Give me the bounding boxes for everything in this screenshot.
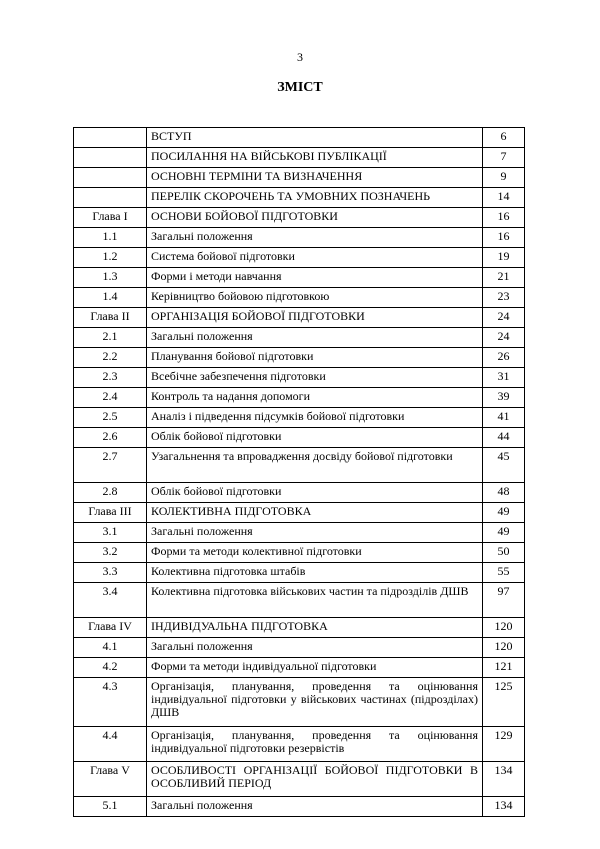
toc-title: Форми і методи навчання bbox=[147, 268, 483, 288]
toc-page: 55 bbox=[483, 563, 525, 583]
toc-title: КОЛЕКТИВНА ПІДГОТОВКА bbox=[147, 503, 483, 523]
toc-title: Загальні положення bbox=[147, 228, 483, 248]
toc-row bbox=[74, 428, 525, 448]
toc-number: Глава II bbox=[74, 308, 147, 328]
toc-row bbox=[74, 328, 525, 348]
toc-page: 23 bbox=[483, 288, 525, 308]
toc-title: Організація, планування, проведення та оцінювання індивідуальної підготовки у військових частинах (підрозділах) ДШВ bbox=[147, 678, 483, 727]
toc-title: Керівництво бойовою підготовкою bbox=[147, 288, 483, 308]
toc-row bbox=[74, 503, 525, 523]
toc-page: 44 bbox=[483, 428, 525, 448]
toc-row bbox=[74, 268, 525, 288]
toc-page: 31 bbox=[483, 368, 525, 388]
toc-title: ОРГАНІЗАЦІЯ БОЙОВОЇ ПІДГОТОВКИ bbox=[147, 308, 483, 328]
toc-row bbox=[74, 308, 525, 328]
toc-title: Облік бойової підготовки bbox=[147, 483, 483, 503]
toc-page: 48 bbox=[483, 483, 525, 503]
toc-number: 2.2 bbox=[74, 348, 147, 368]
toc-number: Глава I bbox=[74, 208, 147, 228]
toc-number: 2.1 bbox=[74, 328, 147, 348]
toc-number: Глава V bbox=[74, 762, 147, 797]
toc-page: 125 bbox=[483, 678, 525, 727]
toc-number bbox=[74, 168, 147, 188]
toc-title: ПЕРЕЛІК СКОРОЧЕНЬ ТА УМОВНИХ ПОЗНАЧЕНЬ bbox=[147, 188, 483, 208]
toc-title: Форми та методи індивідуальної підготовки bbox=[147, 658, 483, 678]
toc-page: 26 bbox=[483, 348, 525, 368]
toc-number: 5.1 bbox=[74, 797, 147, 817]
toc-page: 24 bbox=[483, 308, 525, 328]
toc-number: 3.4 bbox=[74, 583, 147, 618]
toc-title: ОСНОВИ БОЙОВОЇ ПІДГОТОВКИ bbox=[147, 208, 483, 228]
toc-number: 1.4 bbox=[74, 288, 147, 308]
toc-title: ОСОБЛИВОСТІ ОРГАНІЗАЦІЇ БОЙОВОЇ ПІДГОТОВКИ В ОСОБЛИВИЙ ПЕРІОД bbox=[147, 762, 483, 797]
toc-row bbox=[74, 148, 525, 168]
toc-row bbox=[74, 658, 525, 678]
toc-row bbox=[74, 168, 525, 188]
toc-number: 1.3 bbox=[74, 268, 147, 288]
page-title: ЗМІСТ bbox=[277, 80, 323, 95]
toc-page: 49 bbox=[483, 503, 525, 523]
toc-row bbox=[74, 797, 525, 817]
toc-number: 2.5 bbox=[74, 408, 147, 428]
toc-title: Колективна підготовка військових частин та підрозділів ДШВ bbox=[147, 583, 483, 618]
toc-page: 16 bbox=[483, 208, 525, 228]
toc-page: 9 bbox=[483, 168, 525, 188]
toc-row bbox=[74, 483, 525, 503]
toc-page: 7 bbox=[483, 148, 525, 168]
toc-row bbox=[74, 523, 525, 543]
toc-number: 4.4 bbox=[74, 727, 147, 762]
toc-row bbox=[74, 727, 525, 762]
toc-page: 24 bbox=[483, 328, 525, 348]
toc-row bbox=[74, 208, 525, 228]
toc-page: 134 bbox=[483, 762, 525, 797]
toc-row bbox=[74, 128, 525, 148]
toc-row bbox=[74, 368, 525, 388]
toc-number: 2.8 bbox=[74, 483, 147, 503]
toc-number: 3.2 bbox=[74, 543, 147, 563]
toc-number: Глава IV bbox=[74, 618, 147, 638]
toc-page: 120 bbox=[483, 638, 525, 658]
toc-title: ІНДИВІДУАЛЬНА ПІДГОТОВКА bbox=[147, 618, 483, 638]
toc-page: 45 bbox=[483, 448, 525, 483]
toc-page: 121 bbox=[483, 658, 525, 678]
toc-row bbox=[74, 408, 525, 428]
toc-title: ВСТУП bbox=[147, 128, 483, 148]
toc-number: 3.1 bbox=[74, 523, 147, 543]
toc-page: 16 bbox=[483, 228, 525, 248]
toc-page: 6 bbox=[483, 128, 525, 148]
toc-page: 120 bbox=[483, 618, 525, 638]
toc-row bbox=[74, 563, 525, 583]
toc-row bbox=[74, 448, 525, 483]
toc-title: Узагальнення та впровадження досвіду бойової підготовки bbox=[147, 448, 483, 483]
toc-number: 2.3 bbox=[74, 368, 147, 388]
toc-title: ОСНОВНІ ТЕРМІНИ ТА ВИЗНАЧЕННЯ bbox=[147, 168, 483, 188]
toc-title: ПОСИЛАННЯ НА ВІЙСЬКОВІ ПУБЛІКАЦІЇ bbox=[147, 148, 483, 168]
toc-title: Загальні положення bbox=[147, 523, 483, 543]
toc-number: 1.2 bbox=[74, 248, 147, 268]
toc-row bbox=[74, 288, 525, 308]
toc-row bbox=[74, 348, 525, 368]
toc-page: 134 bbox=[483, 797, 525, 817]
toc-row bbox=[74, 678, 525, 727]
toc-number bbox=[74, 148, 147, 168]
toc-row bbox=[74, 188, 525, 208]
toc-title: Всебічне забезпечення підготовки bbox=[147, 368, 483, 388]
toc-page: 14 bbox=[483, 188, 525, 208]
toc-number: Глава III bbox=[74, 503, 147, 523]
toc-row bbox=[74, 248, 525, 268]
toc-title: Аналіз і підведення підсумків бойової підготовки bbox=[147, 408, 483, 428]
toc-page: 129 bbox=[483, 727, 525, 762]
toc-number: 4.1 bbox=[74, 638, 147, 658]
toc-title: Загальні положення bbox=[147, 328, 483, 348]
toc-title: Планування бойової підготовки bbox=[147, 348, 483, 368]
toc-number: 2.4 bbox=[74, 388, 147, 408]
toc-row bbox=[74, 618, 525, 638]
toc-page: 49 bbox=[483, 523, 525, 543]
toc-number: 2.6 bbox=[74, 428, 147, 448]
toc-page: 50 bbox=[483, 543, 525, 563]
toc-page: 21 bbox=[483, 268, 525, 288]
toc-title: Загальні положення bbox=[147, 638, 483, 658]
toc-row bbox=[74, 228, 525, 248]
toc-title: Загальні положення bbox=[147, 797, 483, 817]
toc-number bbox=[74, 188, 147, 208]
toc-page: 41 bbox=[483, 408, 525, 428]
toc-title: Система бойової підготовки bbox=[147, 248, 483, 268]
toc-body bbox=[74, 128, 525, 817]
toc-number: 2.7 bbox=[74, 448, 147, 483]
toc-number: 1.1 bbox=[74, 228, 147, 248]
toc-number: 3.3 bbox=[74, 563, 147, 583]
toc-row bbox=[74, 583, 525, 618]
toc-title: Організація, планування, проведення та оцінювання індивідуальної підготовки резервістів bbox=[147, 727, 483, 762]
toc-page: 97 bbox=[483, 583, 525, 618]
toc-title: Контроль та надання допомоги bbox=[147, 388, 483, 408]
toc-number: 4.3 bbox=[74, 678, 147, 727]
toc-row bbox=[74, 762, 525, 797]
toc-title: Форми та методи колективної підготовки bbox=[147, 543, 483, 563]
table-of-contents bbox=[73, 127, 525, 817]
toc-row bbox=[74, 543, 525, 563]
toc-title: Колективна підготовка штабів bbox=[147, 563, 483, 583]
toc-page: 39 bbox=[483, 388, 525, 408]
toc-title: Облік бойової підготовки bbox=[147, 428, 483, 448]
toc-row bbox=[74, 388, 525, 408]
toc-number: 4.2 bbox=[74, 658, 147, 678]
toc-page: 19 bbox=[483, 248, 525, 268]
toc-row bbox=[74, 638, 525, 658]
page-number: 3 bbox=[297, 50, 303, 64]
toc-number bbox=[74, 128, 147, 148]
